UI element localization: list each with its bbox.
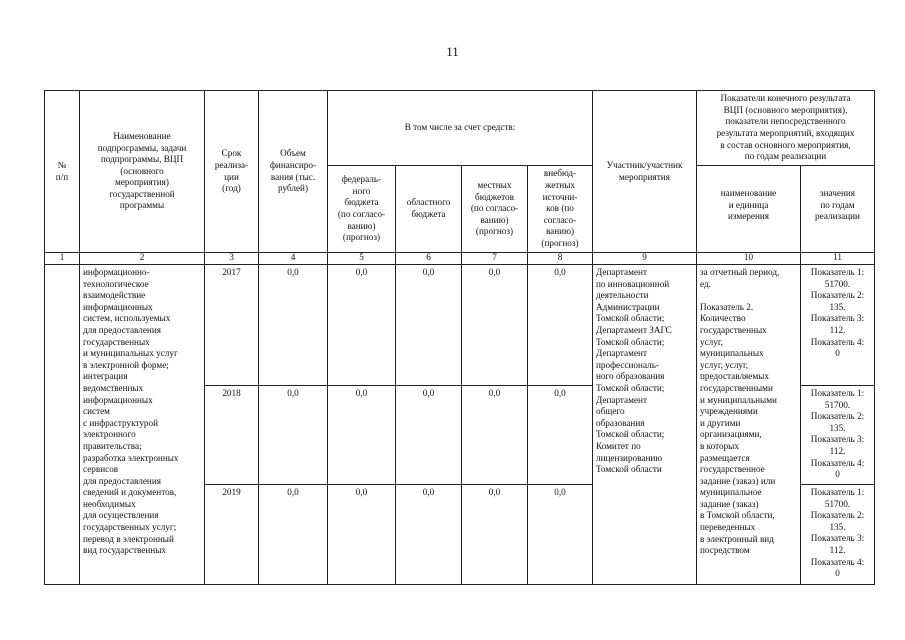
indicator-values-cell: Показатель 1: 51700. Показатель 2: 135. Показатель 3: 112. Показатель 4: 0 (810, 267, 865, 359)
header-indicator-values: значения по годам реализации (815, 188, 860, 222)
regional-cell: 0,0 (422, 487, 435, 497)
header-funding-group: В том числе за счет средств: (404, 122, 516, 133)
year-cell: 2017 (222, 267, 241, 277)
header-term: Срок реализа- ции (год) (214, 148, 249, 194)
header-volume: Объем финансиро- вания (тыс. рублей) (269, 148, 317, 194)
header-extrabudget: внебюд- жетных источни- ков (по согласо- ванию) (прогноз) (541, 168, 579, 248)
col-number: 3 (229, 252, 234, 262)
local-cell: 0,0 (488, 388, 501, 398)
col-number: 10 (743, 252, 754, 262)
year-cell: 2018 (222, 388, 241, 398)
header-regional: областного бюджета (406, 197, 451, 219)
total-cell: 0,0 (287, 267, 299, 277)
extrabudget-cell: 0,0 (554, 388, 566, 398)
col-number: 6 (426, 252, 431, 262)
year-cell: 2019 (222, 487, 241, 497)
regional-cell: 0,0 (422, 388, 435, 398)
col-number: 7 (492, 252, 497, 262)
extrabudget-cell: 0,0 (554, 267, 566, 277)
col-number: 1 (59, 252, 65, 262)
total-cell: 0,0 (287, 487, 299, 497)
col-number: 11 (833, 252, 842, 262)
local-cell: 0,0 (488, 267, 501, 277)
header-participant: Участник/участник мероприятия (606, 159, 683, 182)
col-number: 5 (359, 252, 364, 262)
federal-cell: 0,0 (355, 267, 368, 277)
program-table (44, 90, 875, 585)
page-number: 11 (446, 44, 459, 59)
indicator-name-cell: за отчетный период, ед. Показатель 2. Количество государственных услуг, муниципальных услуг, услуг, предоставляемых государственными и муниципальными учреждениями и другими организациями, в которых размещается государственное задание (заказ) или муниципальное задание (заказ) в Томской области, переведенных в электронный вид посредством (700, 267, 780, 556)
indicator-values-cell: Показатель 1: 51700. Показатель 2: 135. Показатель 3: 112. Показатель 4: 0 (810, 388, 865, 480)
header-number: № п/п (55, 159, 69, 182)
col-number: 4 (290, 252, 296, 262)
local-cell: 0,0 (488, 487, 501, 497)
federal-cell: 0,0 (355, 487, 368, 497)
indicator-values-cell: Показатель 1: 51700. Показатель 2: 135. Показатель 3: 112. Показатель 4: 0 (810, 487, 865, 579)
subprogram-name-cell: информационно- технологическое взаимодействие информационных систем, используемых для предоставления государственных и муниципальных услуг в электронной форме; интеграция ведомственных информационных систем с инфраструктурой электронного правительства; разработка электронных сервисов для предоставления сведений и документов, необходимых для осуществления государственных услуг; перевод в электронный вид государственных (83, 267, 179, 556)
regional-cell: 0,0 (422, 267, 435, 277)
header-name: Наименование подпрограммы, задачи подпрограммы, ВЦП (основного мероприятия) государственной программы (97, 130, 187, 211)
header-federal: федераль- ного бюджета (по согласо- ванию) (прогноз) (337, 174, 386, 243)
header-local: местных бюджетов (по согласо- ванию) (прогноз) (470, 180, 519, 237)
col-number: 8 (557, 252, 563, 262)
federal-cell: 0,0 (355, 388, 368, 398)
col-number: 2 (139, 252, 145, 262)
extrabudget-cell: 0,0 (554, 487, 566, 497)
header-indicator-name: наименование и единица измерения (720, 188, 777, 222)
total-cell: 0,0 (287, 388, 299, 398)
participants-cell: Департамент по инновационной деятельности Администрации Томской области; Департамент ЗАГС Томской области; Департамент профессиональ- ного образования Томской области; Департамент общего образования Томской области; Комитет по лицензированию Томской области (596, 267, 672, 475)
col-number: 9 (642, 252, 647, 262)
header-results-group: Показатели конечного результата ВЦП (основного мероприятия), показатели непосредственного результата мероприятий, входящих в состав основного мероприятия, по годам реализации (716, 93, 855, 162)
